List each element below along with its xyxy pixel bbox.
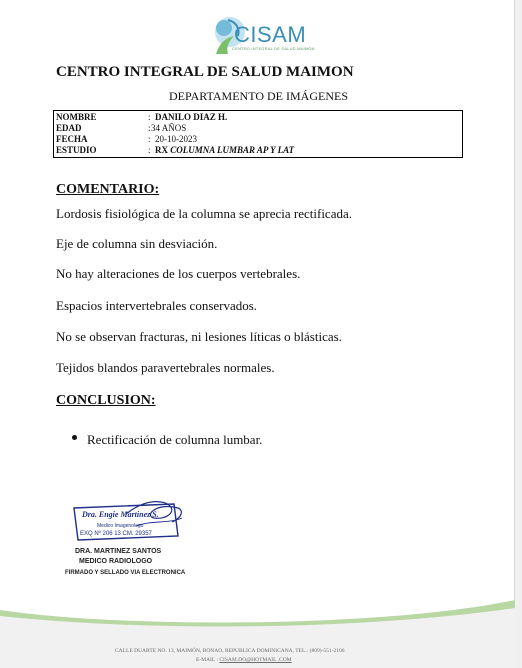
study-prefix: RX [155, 145, 168, 155]
stamp-doctor-title: Medico Imagenologo [97, 523, 144, 529]
conclusion-item: Rectificación de columna lumbar. [87, 432, 263, 447]
study-name: COLUMNA LUMBAR AP Y LAT [170, 145, 295, 155]
comment-line: No se observan fracturas, ni lesiones líticas o blásticas. [56, 329, 342, 344]
conclusion-heading: CONCLUSION: [56, 393, 156, 408]
comment-line: Tejidos blandos paravertebrales normales. [56, 360, 275, 375]
patient-name-value: DANILO DIAZ H. [155, 112, 228, 122]
document-title: CENTRO INTEGRAL DE SALUD MAIMON [56, 64, 354, 80]
info-separator: : [148, 145, 151, 155]
viewer-background [515, 0, 522, 668]
comment-line: Lordosis fisiológica de la columna se aprecia rectificada. [56, 206, 352, 221]
info-label: FECHA [56, 134, 88, 144]
department-name: DEPARTAMENTO DE IMÁGENES [169, 89, 348, 103]
info-label: ESTUDIO [56, 145, 97, 155]
logo-subtitle: CENTRO INTEGRAL DE SALUD MAIMON [232, 46, 315, 51]
stamp-doctor-name: Dra. Engie Martinez S. [82, 510, 159, 519]
footer-email-link[interactable]: CISAM.DO@HOTMAIL .COM [219, 657, 292, 663]
info-separator: : [148, 134, 151, 144]
info-separator: : [148, 112, 151, 122]
exam-date-value: 20-10-2023 [155, 134, 197, 144]
logo-wordmark: CISAM [234, 22, 307, 47]
patient-info-box [53, 110, 463, 158]
patient-age-value: 34 AÑOS [151, 123, 187, 133]
signature-title: MEDICO RADIOLOGO [79, 558, 153, 565]
footer-email-label: E-MAIL : [196, 657, 218, 663]
comment-heading: COMENTARIO: [56, 182, 160, 197]
info-label: NOMBRE [56, 112, 97, 122]
comment-line: Espacios intervertebrales conservados. [56, 298, 258, 313]
info-label: EDAD [56, 123, 82, 133]
stamp-exequatur: EXQ Nº 206 13 CM. 29357 [80, 531, 152, 537]
footer-email-line [196, 657, 292, 663]
comment-line: Eje de columna sin desviación. [56, 236, 218, 251]
comment-line: No hay alteraciones de los cuerpos vertebrales. [56, 266, 301, 281]
info-separator: : [148, 123, 151, 133]
signature-note: FIRMADO Y SELLADO VIA ELECTRONICA [65, 570, 186, 576]
study-value [155, 145, 294, 156]
footer-address: CALLE DUARTE NO. 13, MAIMÓN, BONAO, REPUBLICA DOMINICANA, TEL.: (809)-551-2106 [115, 648, 345, 654]
bullet-dot-icon [72, 435, 77, 440]
signature-name: DRA. MARTINEZ SANTOS [75, 548, 162, 555]
